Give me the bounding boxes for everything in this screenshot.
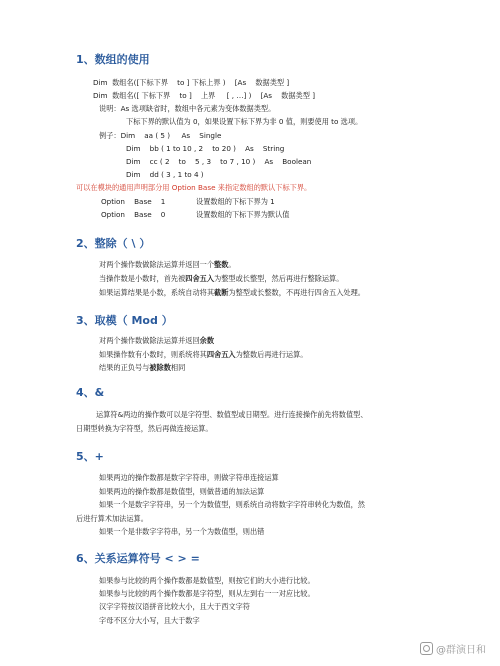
bold-term: 余数 [199, 336, 215, 345]
plus-line-2: 如果两边的操作数都是数值型，则做普通的加法运算 [99, 487, 265, 496]
example-line-1: 例子：Dim aa ( 5 ) As Single [99, 131, 222, 140]
mod-line-3 [99, 363, 185, 372]
integer-division-line-1 [99, 260, 236, 269]
option-base-1-desc: 设置数组的下标下界为 1 [196, 197, 275, 206]
section-6-heading: 6、关系运算符号 < > = [76, 552, 200, 565]
bold-term: 四舍五入 [185, 274, 215, 283]
relational-line-4: 字母不区分大小写，且大于数字 [99, 616, 200, 625]
section-2-heading: 2、整除（ \ ） [76, 237, 151, 250]
example-line-4: Dim dd ( 3 , 1 to 4 ) [126, 170, 204, 179]
text: 为整型或长整型，然后再进行整除运算。 [214, 274, 344, 283]
option-base-0-desc: 设置数组的下标下界为默认值 [196, 210, 290, 219]
section-1-heading: 1、数组的使用 [76, 53, 150, 66]
bold-term: 截断 [214, 288, 229, 297]
integer-division-line-3 [99, 288, 365, 297]
bold-term: 被除数 [149, 363, 171, 372]
plus-line-5: 如果一个是非数字字符串，另一个为数值型，则出错 [99, 527, 265, 536]
note-line-2: 下标下界的默认值为 0，如果设置下标下界为非 0 值，则要使用 to 选项。 [126, 117, 363, 126]
example-line-3: Dim cc ( 2 to 5 , 3 to 7 , 10 ) As Boolean [126, 157, 312, 166]
text: 如果运算结果是小数，系统自动将其 [99, 288, 215, 297]
mod-line-1 [99, 336, 214, 345]
text: 为整型或长整数，不再进行四舍五入处理。 [228, 288, 365, 297]
option-base-0-code: Option Base 0 [101, 210, 166, 219]
option-base-note: 可以在模块的通用声明部分用 Option Base 来指定数组的默认下标下界。 [76, 183, 312, 192]
text: 。 [228, 260, 236, 269]
text: 对两个操作数做除法运算并返回 [99, 336, 200, 345]
text: 如果操作数有小数时，则系统将其 [99, 350, 207, 359]
integer-division-line-2 [99, 274, 343, 283]
text: 为整数后再进行运算。 [235, 350, 308, 359]
section-4-heading: 4、& [76, 386, 105, 399]
watermark-text: @群演日和 [436, 645, 486, 656]
syntax-line-2: Dim 数组名([ 下标下界 to ] 上界 [ , …] ) [As 数据类型 ] [93, 91, 316, 100]
section-3-heading: 3、取模（ Mod ） [76, 314, 173, 327]
bold-term: 整数 [214, 260, 229, 269]
text: 相同 [170, 363, 186, 372]
note-line-1: 说明：As 选项缺省时，数组中各元素为变体数据类型。 [99, 104, 276, 113]
plus-line-3: 如果一个是数字字符串，另一个为数值型，则系统自动将数字字符串转化为数值，然 [99, 500, 365, 509]
relational-line-1: 如果参与比较的两个操作数都是数值型，则按它们的大小进行比较。 [99, 576, 315, 585]
relational-line-3: 汉字字符按汉语拼音比较大小，且大于西文字符 [99, 602, 250, 611]
example-line-2: Dim bb ( 1 to 10 , 2 to 20 ) As String [126, 144, 285, 153]
bold-term: 四舍五入 [206, 350, 236, 359]
watermark-logo-icon [420, 642, 433, 655]
section-5-heading: 5、+ [76, 450, 104, 463]
watermark [420, 641, 486, 656]
text: 当操作数是小数时，首先被 [99, 274, 186, 283]
option-base-1-code: Option Base 1 [101, 197, 166, 206]
text: 对两个操作数做除法运算并返回一个 [99, 260, 215, 269]
mod-line-2 [99, 350, 307, 359]
plus-line-4: 后进行算术加法运算。 [76, 514, 148, 523]
syntax-line-1: Dim 数组名([下标下界 to ] 下标上界 ) [As 数据类型 ] [93, 78, 290, 87]
concat-line-1: 运算符&两边的操作数可以是字符型、数值型或日期型。进行连接操作前先将数值型、 [96, 410, 368, 419]
relational-line-2: 如果参与比较的两个操作数都是字符型，则从左到右一一对应比较。 [99, 589, 315, 598]
plus-line-1: 如果两边的操作数都是数字字符串，则做字符串连接运算 [99, 473, 279, 482]
text: 结果的正负号与 [99, 363, 150, 372]
concat-line-2: 日期型转换为字符型，然后再做连接运算。 [76, 424, 213, 433]
